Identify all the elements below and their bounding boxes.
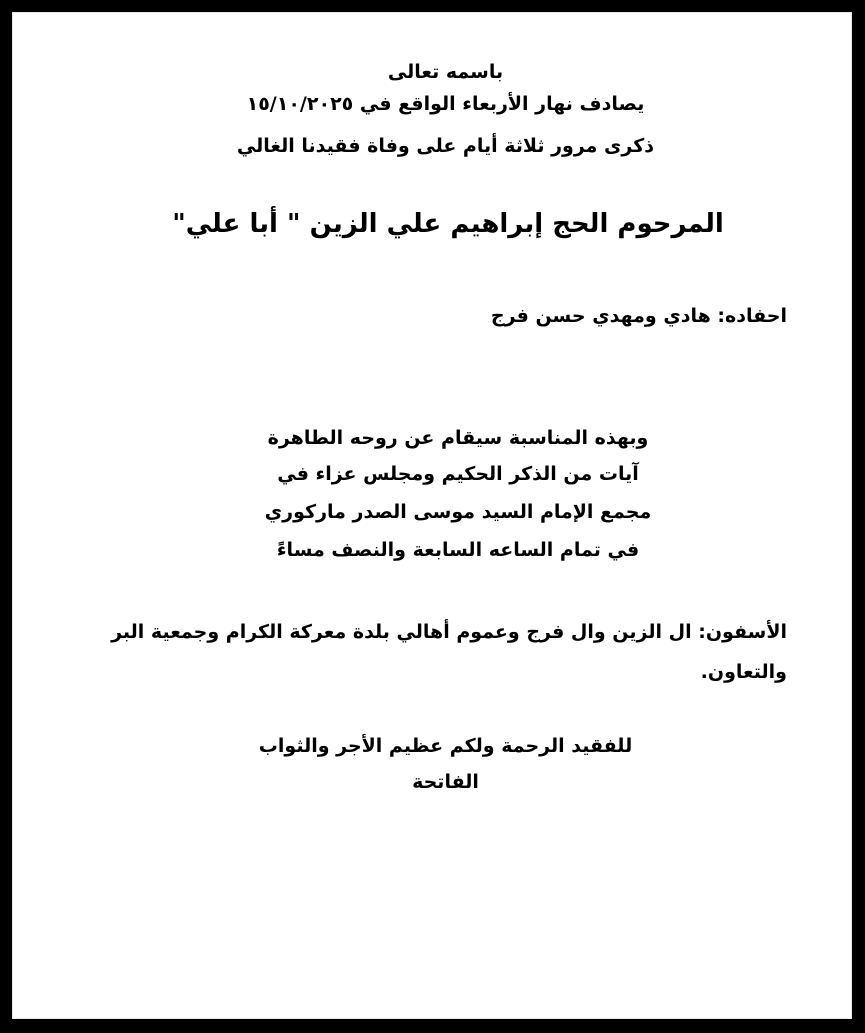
ceremony-line-3: مجمع الإمام السيد موسى الصدر ماركوري — [264, 501, 652, 523]
ceremony-line-1: وبهذه المناسبة سيقام عن روحه الطاهرة — [267, 427, 649, 449]
date-line: يصادف نهار الأربعاء الواقع في ١٥/١٠/٢٠٢٥ — [246, 93, 645, 115]
mourners-line-1: الأسفون: ال الزين وال فرج وعموم أهالي بلدة معركة الكرام وجمعية البر — [111, 621, 787, 643]
closing-line-2: الفاتحة — [412, 771, 479, 793]
occasion-line: ذكرى مرور ثلاثة أيام على وفاة فقيدنا الغالي — [236, 135, 655, 157]
ceremony-line-2: آيات من الذكر الحكيم ومجلس عزاء في — [277, 463, 639, 485]
invocation: باسمه تعالى — [387, 61, 504, 83]
grandchildren-line: احفاده: هادي ومهدي حسن فرج — [490, 305, 787, 327]
ceremony-line-4: في تمام الساعه السابعة والنصف مساءً — [276, 539, 640, 561]
obituary-page — [12, 12, 852, 1019]
closing-line-1: للفقيد الرحمة ولكم عظيم الأجر والثواب — [258, 735, 633, 757]
deceased-name: المرحوم الحج إبراهيم علي الزين " أبا علي" — [172, 209, 724, 239]
mourners-line-2: والتعاون. — [700, 661, 787, 683]
